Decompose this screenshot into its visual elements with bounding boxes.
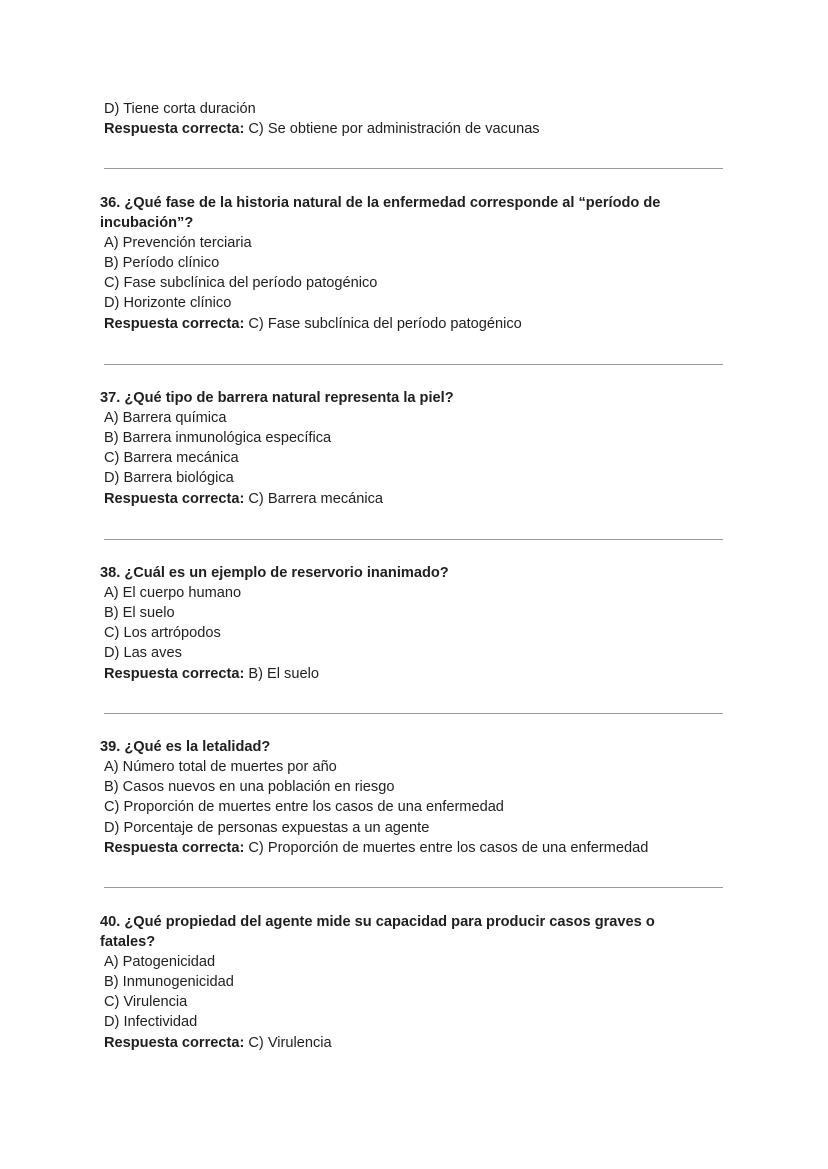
question-40-option-d: D) Infectividad: [104, 1014, 198, 1030]
answer-value: C) Proporción de muertes entre los casos de una enfermedad: [244, 840, 649, 856]
question-39-option-d: D) Porcentaje de personas expuestas a un agente: [104, 820, 430, 836]
answer-value: B) El suelo: [244, 666, 319, 682]
question-36-option-c: C) Fase subclínica del período patogénico: [104, 275, 378, 291]
answer-value: C) Se obtiene por administración de vacunas: [244, 121, 540, 137]
answer-label: Respuesta correcta:: [104, 316, 245, 332]
question-38-option-d: D) Las aves: [104, 645, 182, 661]
question-38-title: 38. ¿Cuál es un ejemplo de reservorio inanimado?: [100, 565, 449, 581]
answer-label: Respuesta correcta:: [104, 121, 245, 137]
answer-label: Respuesta correcta:: [104, 1035, 245, 1051]
answer-label: Respuesta correcta:: [104, 491, 245, 507]
question-37-option-c: C) Barrera mecánica: [104, 450, 239, 466]
answer-label: Respuesta correcta:: [104, 840, 245, 856]
divider: [104, 539, 723, 540]
question-39-option-a: A) Número total de muertes por año: [104, 759, 337, 775]
question-39-option-b: B) Casos nuevos en una población en riesgo: [104, 779, 395, 795]
question-39-title: 39. ¿Qué es la letalidad?: [100, 739, 271, 755]
divider: [104, 887, 723, 888]
question-36-option-d: D) Horizonte clínico: [104, 295, 232, 311]
answer-value: C) Barrera mecánica: [244, 491, 384, 507]
question-38-option-c: C) Los artrópodos: [104, 625, 221, 641]
answer-label: Respuesta correcta:: [104, 666, 245, 682]
question-37-option-d: D) Barrera biológica: [104, 470, 234, 486]
question-40-title-line1: 40. ¿Qué propiedad del agente mide su capacidad para producir casos graves o: [100, 914, 655, 930]
answer-value: C) Virulencia: [244, 1035, 332, 1051]
divider: [104, 168, 723, 169]
question-39-answer: [104, 838, 648, 858]
question-40-option-c: C) Virulencia: [104, 994, 188, 1010]
question-40-option-b: B) Inmunogenicidad: [104, 974, 234, 990]
answer-value: C) Fase subclínica del período patogénico: [244, 316, 522, 332]
question-36-option-a: A) Prevención terciaria: [104, 235, 252, 251]
prev-answer: [104, 119, 540, 139]
question-36-option-b: B) Período clínico: [104, 255, 220, 271]
question-36-title-line2: incubación”?: [100, 215, 194, 231]
question-40-option-a: A) Patogenicidad: [104, 954, 216, 970]
question-38-answer: [104, 664, 319, 684]
question-38-option-a: A) El cuerpo humano: [104, 585, 242, 601]
question-39-option-c: C) Proporción de muertes entre los casos de una enfermedad: [104, 799, 504, 815]
question-36-title-line1: 36. ¿Qué fase de la historia natural de la enfermedad corresponde al “período de: [100, 195, 661, 211]
question-38-option-b: B) El suelo: [104, 605, 175, 621]
question-37-option-b: B) Barrera inmunológica específica: [104, 430, 332, 446]
prev-option-d: D) Tiene corta duración: [104, 101, 256, 117]
question-40-title-line2: fatales?: [100, 934, 156, 950]
divider: [104, 713, 723, 714]
question-37-option-a: A) Barrera química: [104, 410, 227, 426]
question-40-answer: [104, 1033, 332, 1053]
question-37-title: 37. ¿Qué tipo de barrera natural representa la piel?: [100, 390, 454, 406]
divider: [104, 364, 723, 365]
question-36-answer: [104, 314, 522, 334]
question-37-answer: [104, 489, 383, 509]
